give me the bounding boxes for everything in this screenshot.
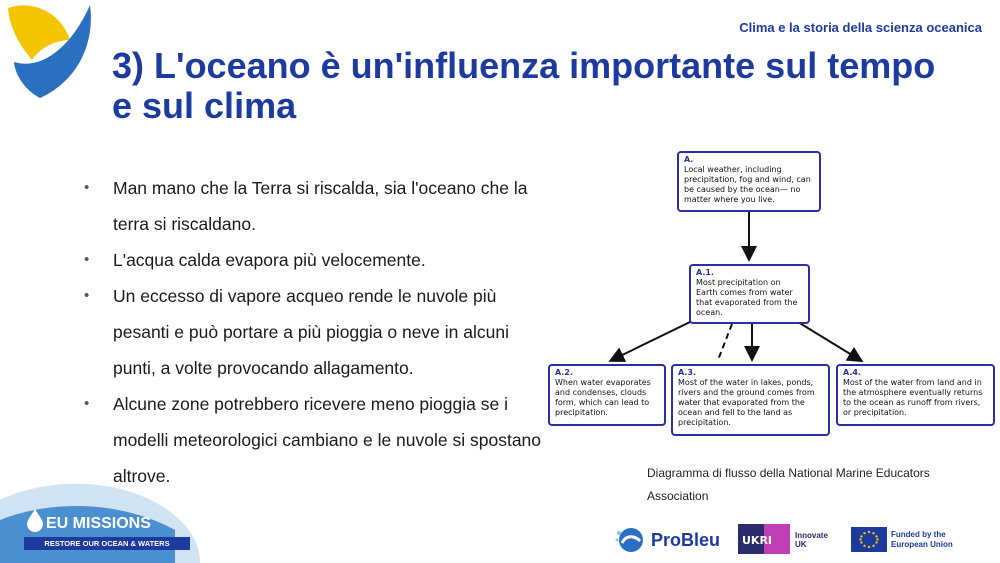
arrow-a1-to-a3-dashed — [718, 324, 732, 360]
slide-title: 3) L'oceano è un'influenza importante sul tempo e sul clima — [112, 45, 936, 126]
diagram-caption: Diagramma di flusso della National Marine Educators Association — [647, 466, 930, 503]
arrow-a1-to-a4 — [798, 322, 860, 360]
node-a4: A.4. Most of the water from land and in the atmosphere eventually returns to the ocean as runoff from rivers, or precipitation. — [836, 364, 995, 426]
bullet-list — [84, 170, 554, 494]
svg-text:UKRI: UKRI — [742, 534, 773, 547]
node-a2: A.2. When water evaporates and condenses, clouds form, which can lead to precipitation. — [548, 364, 666, 426]
corner-logo-icon — [0, 0, 100, 100]
node-a1: A.1. Most precipitation on Earth comes from water that evaporated from the ocean. — [689, 264, 810, 324]
arrow-a1-to-a2 — [612, 322, 690, 360]
bullet-item: • L'acqua calda evapora più velocemente. — [84, 242, 554, 278]
probleu-logo-icon — [614, 525, 648, 555]
eu-missions-strap: RESTORE OUR OCEAN & WATERS — [24, 537, 190, 550]
eu-missions-drop-icon — [26, 508, 44, 532]
bullet-item: • Man mano che la Terra si riscalda, sia l'oceano che la terra si riscaldano. — [84, 170, 554, 242]
eu-funded-logo-text: Funded by the European Union — [891, 530, 953, 549]
bullet-item: • Alcune zone potrebbero ricevere meno pioggia se i modelli meteorologici cambiano e le nuvole si spostano altrove. — [84, 386, 554, 494]
ukri-logo-icon — [738, 524, 790, 554]
node-a: A. Local weather, including precipitation, fog and wind, can be caused by the ocean— no matter where you live. — [677, 151, 821, 212]
node-a3: A.3. Most of the water in lakes, ponds, rivers and the ground comes from water that evaporated from the ocean and fell to the land as precipitation. — [671, 364, 830, 436]
probleu-logo-text: ProBleu — [651, 530, 721, 550]
eu-flag-icon — [851, 527, 887, 552]
header-tag: Clima e la storia della scienza oceanica — [739, 20, 982, 35]
bullet-item: • Un eccesso di vapore acqueo rende le nuvole più pesanti e può portare a più pioggia o neve in alcuni punti, a volte provocando allagamento. — [84, 278, 554, 386]
innovate-uk-logo-text: Innovate UK — [795, 531, 828, 549]
eu-missions-logo-text: EU MISSIONS — [46, 515, 151, 532]
